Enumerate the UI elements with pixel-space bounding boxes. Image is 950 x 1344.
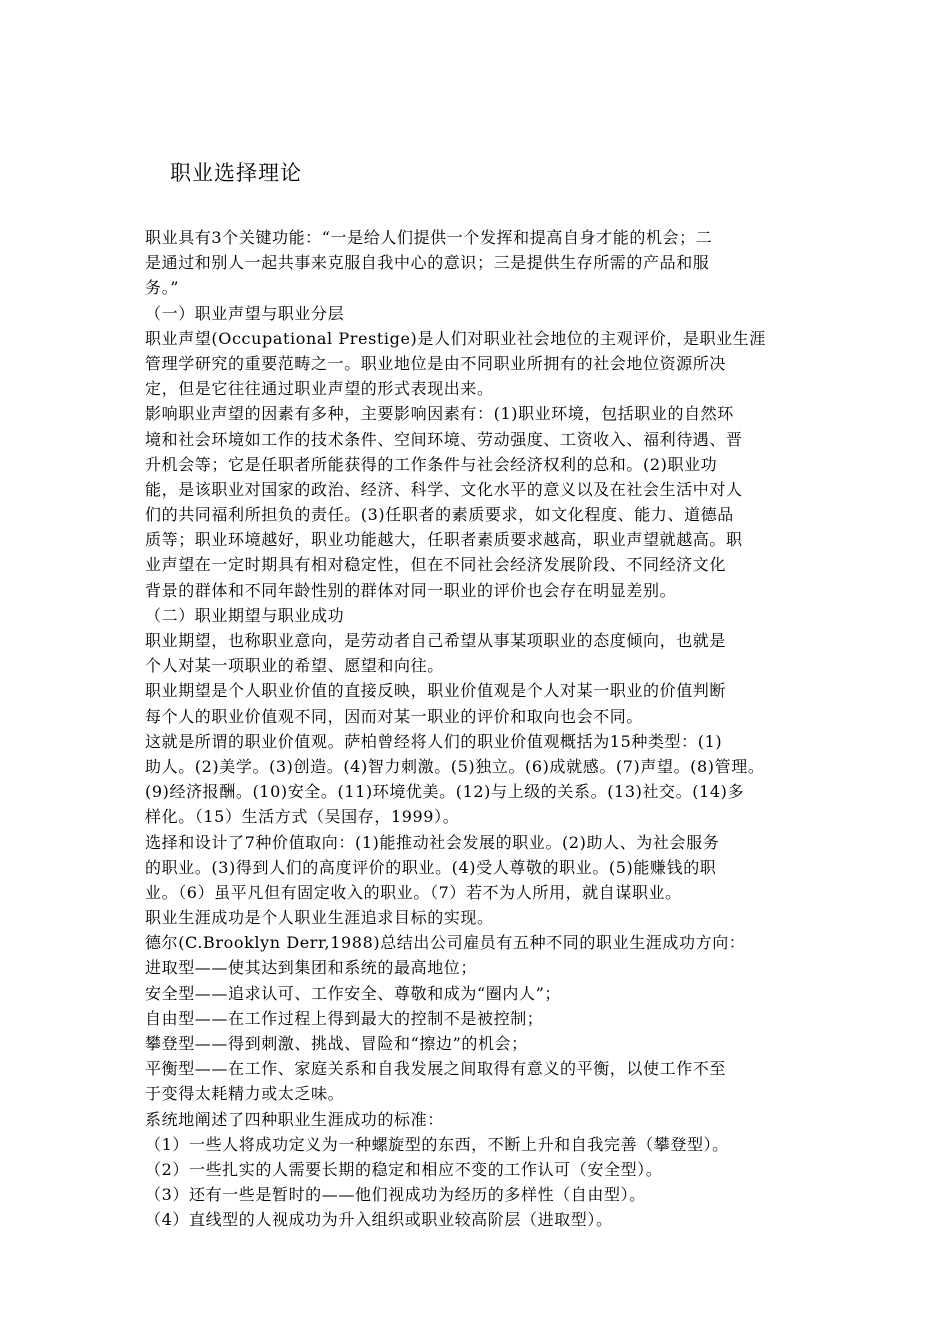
text-line: 务。” [145, 278, 179, 298]
text-line: （3）还有一些是暂时的——他们视成功为经历的多样性（自由型）。 [145, 1185, 646, 1205]
text-line: 选择和设计了7种价值取向：(1)能推动社会发展的职业。(2)助人、为社会服务 [145, 832, 720, 852]
document-body [145, 225, 810, 1233]
text-line: 能，是该职业对国家的政治、经济、科学、文化水平的意义以及在社会生活中对人 [145, 479, 743, 499]
text-line: 自由型——在工作过程上得到最大的控制不是被控制； [145, 1008, 544, 1028]
text-line: 系统地阐述了四种职业生涯成功的标准： [145, 1109, 444, 1129]
text-line: 平衡型——在工作、家庭关系和自我发展之间取得有意义的平衡，以使工作不至 [145, 1059, 727, 1079]
text-line: (9)经济报酬。(10)安全。(11)环境优美。(12)与上级的关系。(13)社交。(14)多 [145, 782, 745, 802]
text-line: 职业生涯成功是个人职业生涯追求目标的实现。 [145, 908, 494, 928]
text-line: 进取型——使其达到集团和系统的最高地位； [145, 958, 478, 978]
text-line: 这就是所谓的职业价值观。萨柏曾经将人们的职业价值观概括为15种类型：(1) [145, 731, 723, 751]
text-line: 职业期望是个人职业价值的直接反映，职业价值观是个人对某一职业的价值判断 [145, 681, 727, 701]
text-line: 们的共同福利所担负的责任。(3)任职者的素质要求，如文化程度、能力、道德品 [145, 505, 734, 525]
text-line: （4）直线型的人视成功为升入组织或职业较高阶层（进取型）。 [145, 1210, 613, 1230]
text-line: （一）职业声望与职业分层 [145, 303, 345, 323]
text-line: 个人对某一项职业的希望、愿望和向往。 [145, 656, 444, 676]
text-line: （2）一些扎实的人需要长期的稳定和相应不变的工作认可（安全型）。 [145, 1159, 663, 1179]
text-line: （二）职业期望与职业成功 [145, 605, 345, 625]
text-line: 于变得太耗精力或太乏味。 [145, 1084, 345, 1104]
text-line: 升机会等；它是任职者所能获得的工作条件与社会经济权利的总和。(2)职业功 [145, 454, 718, 474]
text-line: 背景的群体和不同年龄性别的群体对同一职业的评价也会存在明显差别。 [145, 580, 677, 600]
text-line: 定，但是它往往通过职业声望的形式表现出来。 [145, 379, 494, 399]
text-line: 助人。(2)美学。(3)创造。(4)智力刺激。(5)独立。(6)成就感。(7)声望。(8)管理。 [145, 756, 765, 776]
text-line: 业声望在一定时期具有相对稳定性，但在不同社会经济发展阶段、不同经济文化 [145, 555, 727, 575]
text-line: 职业期望，也称职业意向，是劳动者自己希望从事某项职业的态度倾向，也就是 [145, 631, 727, 650]
text-line: 的职业。(3)得到人们的高度评价的职业。(4)受人尊敬的职业。(5)能赚钱的职 [145, 857, 717, 877]
text-line: 攀登型——得到刺激、挑战、冒险和“擦边”的机会； [145, 1034, 528, 1053]
document-title: 职业选择理论 [170, 161, 302, 185]
text-line: 职业声望(Occupational Prestige)是人们对职业社会地位的主观评价，是职业生涯 [145, 328, 766, 348]
text-line: 德尔(C.Brooklyn Derr,1988)总结出公司雇员有五种不同的职业生涯成功方向： [145, 933, 746, 953]
text-line: 质等；职业环境越好，职业功能越大，任职者素质要求越高，职业声望就越高。职 [145, 530, 743, 550]
text-line: 境和社会环境如工作的技术条件、空间环境、劳动强度、工资收入、福利待遇、晋 [145, 429, 743, 449]
text-line: 影响职业声望的因素有多种，主要影响因素有：(1)职业环境，包括职业的自然环 [145, 404, 734, 424]
text-line: 管理学研究的重要范畴之一。职业地位是由不同职业所拥有的社会地位资源所决 [145, 353, 727, 373]
text-line: 样化。（15）生活方式（吴国存，1999）。 [145, 807, 460, 827]
text-line: 职业具有3个关键功能：“一是给人们提供一个发挥和提高自身才能的机会；二 [145, 228, 713, 247]
text-line: 业。（6）虽平凡但有固定收入的职业。（7）若不为人所用，就自谋职业。 [145, 882, 682, 902]
text-line: 安全型——追求认可、工作安全、尊敬和成为“圈内人”； [145, 983, 561, 1003]
text-line: 每个人的职业价值观不同，因而对某一职业的评价和取向也会不同。 [145, 706, 644, 726]
text-line: 是通过和别人一起共事来克服自我中心的意识；三是提供生存所需的产品和服 [145, 253, 710, 273]
text-line: （1）一些人将成功定义为一种螺旋型的东西，不断上升和自我完善（攀登型）。 [145, 1134, 729, 1154]
